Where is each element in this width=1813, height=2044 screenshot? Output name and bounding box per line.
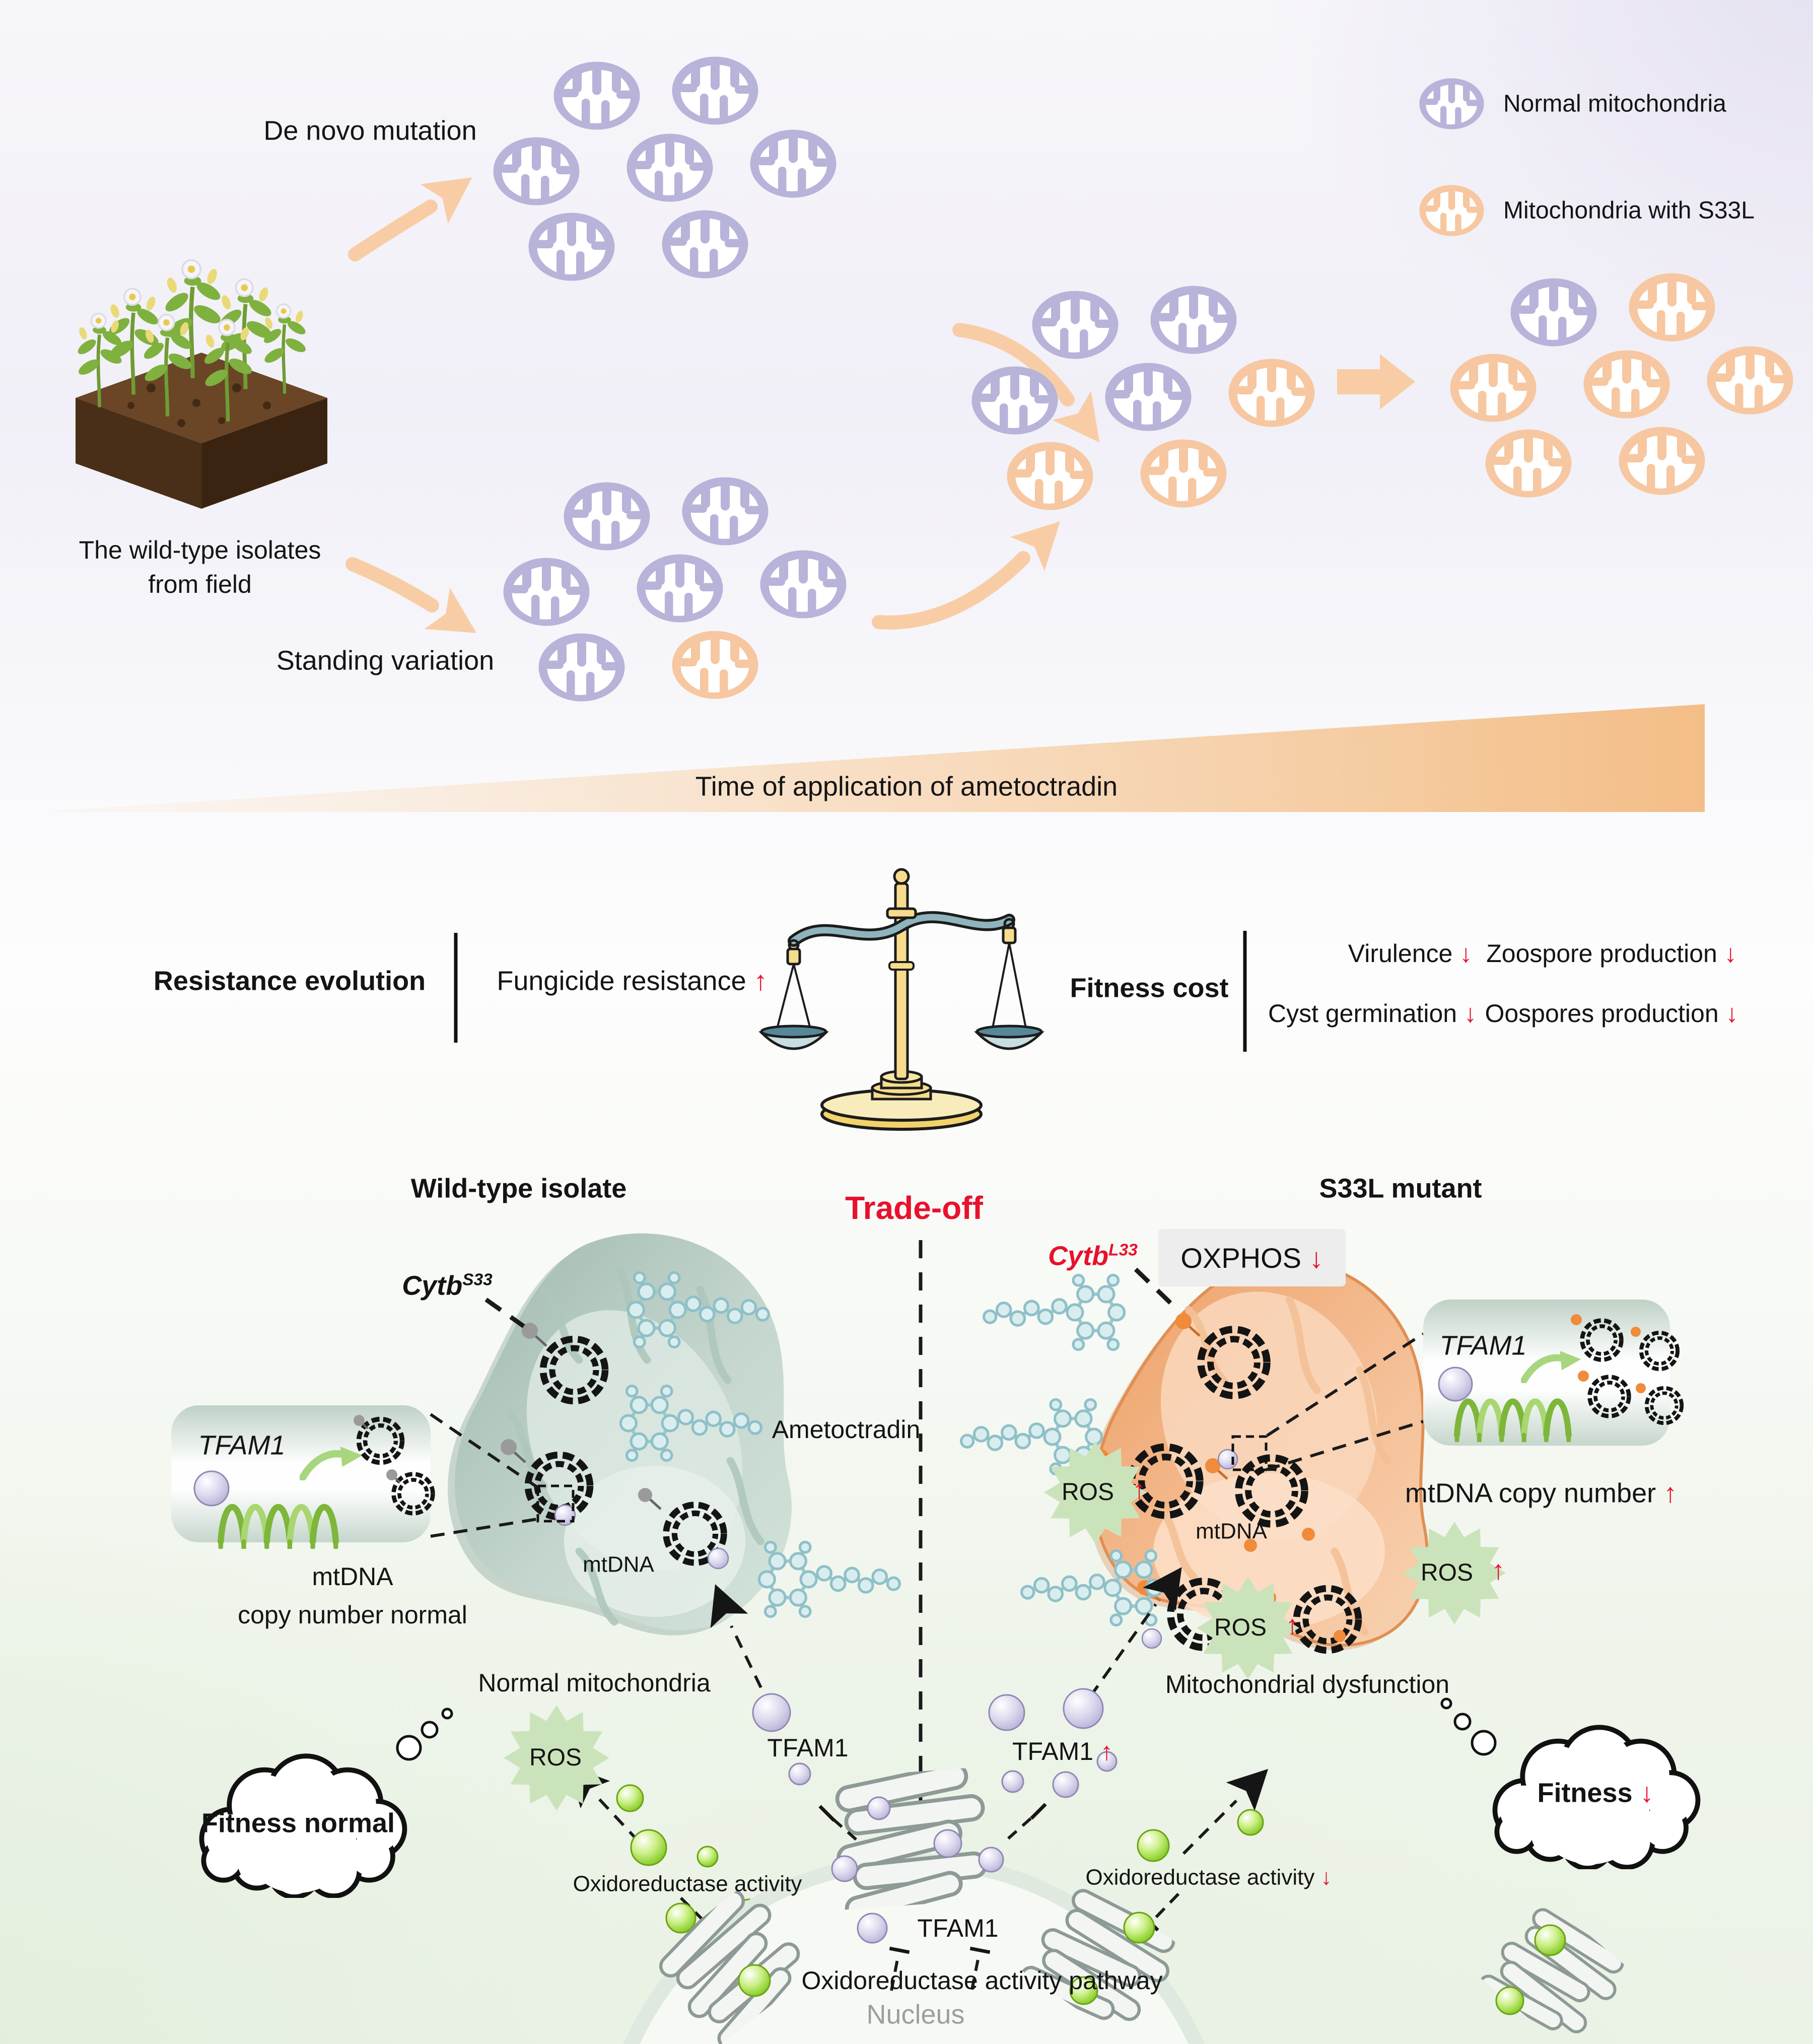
mitochondrion-normal-icon [504, 558, 590, 626]
mitochondrion-s33l-icon [1007, 442, 1093, 510]
mitochondrion-normal-icon [564, 483, 650, 551]
balance-scale [761, 869, 1041, 1129]
field-caption-line1: The wild-type isolates [79, 535, 321, 564]
up-arrow-icon: ↑ [1285, 1610, 1299, 1641]
cytb-l33-label [1048, 1239, 1138, 1273]
oxidoreductase-text: Oxidoreductase activity [1085, 1865, 1315, 1890]
fitness-down-label [1537, 1776, 1653, 1810]
up-arrow-icon: ↑ [1663, 1478, 1678, 1509]
zoospore-text: Zoospore production [1486, 939, 1717, 968]
mitochondrion-normal-icon [760, 551, 847, 619]
tfam1-inset-wildtype [171, 1405, 433, 1548]
oospores-text: Oospores production [1485, 999, 1719, 1028]
mitochondrion-normal-icon [672, 57, 758, 125]
oxphos-box [1158, 1229, 1346, 1286]
cluster-final [1450, 274, 1793, 498]
wildtype-title: Wild-type isolate [410, 1173, 627, 1204]
oospores-item [1485, 998, 1738, 1030]
mtdna-copy-number-label [1405, 1476, 1677, 1511]
cytb-s33-label [402, 1269, 493, 1303]
mtdna-label-right: mtDNA [1196, 1519, 1267, 1544]
mitochondrion-normal-icon [627, 134, 713, 202]
cytb-text: Cytb [1048, 1241, 1109, 1271]
zoospore-item [1486, 938, 1737, 970]
mitochondrion-normal-icon [1151, 286, 1237, 354]
down-arrow-icon: ↓ [1459, 939, 1473, 968]
plant-field-illustration [76, 260, 327, 509]
down-arrow-icon: ↓ [1464, 999, 1477, 1028]
cytb-sup: L33 [1108, 1241, 1138, 1260]
tfam1-inset-left-title: TFAM1 [198, 1430, 286, 1461]
down-arrow-icon: ↓ [1320, 1865, 1332, 1890]
up-arrow-icon: ↑ [1491, 1555, 1505, 1586]
block-arrow [1337, 354, 1415, 410]
legend-item-normal: Normal mitochondria [1503, 90, 1726, 117]
mitochondrion-s33l-icon [672, 631, 758, 699]
mitochondrion-normal-icon [529, 213, 615, 281]
up-arrow-icon: ↑ [1100, 1737, 1113, 1765]
cloud-bubbles-right [1442, 1699, 1495, 1754]
ros-label-mutant-right: ROS [1420, 1559, 1474, 1586]
legend [1419, 78, 1484, 236]
up-arrow-icon: ↑ [1132, 1474, 1146, 1505]
standing-variation-label: Standing variation [276, 645, 495, 676]
ametoctradin-label: Ametoctradin [772, 1415, 921, 1444]
mitochondrion-normal-icon [682, 478, 769, 546]
ros-label-mutant-bottom: ROS [1214, 1614, 1267, 1641]
mitochondrion-s33l-icon [1141, 440, 1227, 508]
mitochondrion-s33l-icon [1486, 430, 1572, 498]
tradeoff-label: Trade-off [845, 1190, 983, 1226]
up-arrow-icon: ↑ [753, 966, 768, 996]
tfam1-label-left: TFAM1 [767, 1733, 849, 1762]
mitochondrion-normal-icon [554, 62, 640, 130]
tfam1-inset-mutant [1423, 1300, 1682, 1446]
mitochondrion-normal-icon [972, 367, 1058, 435]
resistance-evolution-title: Resistance evolution [153, 966, 426, 996]
mtdna-label-left: mtDNA [583, 1552, 654, 1577]
cyst-item [1268, 998, 1477, 1030]
fitness-text: Fitness [1537, 1778, 1633, 1808]
ros-label-mutant-left: ROS [1061, 1479, 1114, 1506]
mitochondrion-normal-icon [539, 634, 625, 702]
tfam1-label-right [1012, 1736, 1113, 1767]
fitness-normal-label: Fitness normal [201, 1808, 395, 1838]
mitochondrion-normal-icon [494, 138, 580, 206]
mitochondrion-s33l-icon [1707, 347, 1793, 415]
fungicide-resistance-label [497, 964, 767, 998]
cloud-bubbles-left [397, 1709, 452, 1759]
tfam1-nucleus-label: TFAM1 [917, 1914, 999, 1942]
down-arrow-icon: ↓ [1725, 999, 1738, 1028]
mitochondrion-normal-icon [1511, 279, 1597, 347]
de-novo-label: De novo mutation [263, 115, 477, 146]
mitochondrion-normal-icon [750, 130, 836, 198]
oxidoreductase-label-left: Oxidoreductase activity [573, 1871, 802, 1896]
virulence-text: Virulence [1348, 939, 1453, 968]
tfam1-inset-right-title: TFAM1 [1439, 1330, 1527, 1361]
mitochondrial-dysfunction-label: Mitochondrial dysfunction [1165, 1670, 1450, 1698]
cytb-text: Cytb [402, 1270, 463, 1301]
mitochondrion-normal-icon [637, 555, 723, 623]
mitochondrion-normal-icon [1032, 291, 1119, 359]
oxidoreductase-label-right [1085, 1864, 1332, 1891]
timeline-label: Time of application of ametoctradin [695, 771, 1118, 802]
mitochondrion-normal-icon [662, 211, 748, 279]
mitochondrion-s33l-icon [1629, 274, 1715, 342]
mtdna-caption-line1: mtDNA [312, 1562, 393, 1591]
mitochondrion-s33l-icon [1229, 359, 1315, 427]
down-arrow-icon: ↓ [1640, 1778, 1654, 1808]
oxphos-text: OXPHOS [1180, 1242, 1302, 1274]
cytb-sup: S33 [462, 1270, 493, 1289]
mitochondrion-s33l-icon [1584, 351, 1670, 419]
er-far-right [1472, 1894, 1636, 2044]
cluster-de-novo [494, 57, 836, 281]
cluster-mixed [972, 286, 1315, 510]
tfam1-text: TFAM1 [1012, 1737, 1094, 1765]
mitochondrion-normal-icon [1105, 363, 1192, 431]
field-caption-line2: from field [148, 570, 252, 598]
fungicide-resistance-text: Fungicide resistance [497, 966, 746, 996]
mitochondrion-s33l-icon [1450, 354, 1537, 422]
normal-mitochondria-label: Normal mitochondria [478, 1668, 711, 1697]
fitness-cost-title: Fitness cost [1070, 973, 1229, 1003]
cluster-standing-variation [504, 478, 847, 702]
mitochondrion-s33l-icon [1619, 427, 1705, 495]
mutant-title: S33L mutant [1319, 1173, 1482, 1204]
mtdna-copy-text: mtDNA copy number [1405, 1478, 1656, 1509]
mtdna-caption-line2: copy number normal [238, 1600, 467, 1629]
cyst-text: Cyst germination [1268, 999, 1457, 1028]
nucleus-label: Nucleus [866, 1999, 965, 2030]
pathway-label: Oxidoreductase activity pathway [801, 1966, 1163, 1995]
legend-item-s33l: Mitochondria with S33L [1503, 197, 1755, 224]
ros-label-left: ROS [529, 1744, 582, 1771]
virulence-item [1348, 938, 1472, 970]
down-arrow-icon: ↓ [1724, 939, 1737, 968]
down-arrow-icon: ↓ [1309, 1242, 1323, 1274]
